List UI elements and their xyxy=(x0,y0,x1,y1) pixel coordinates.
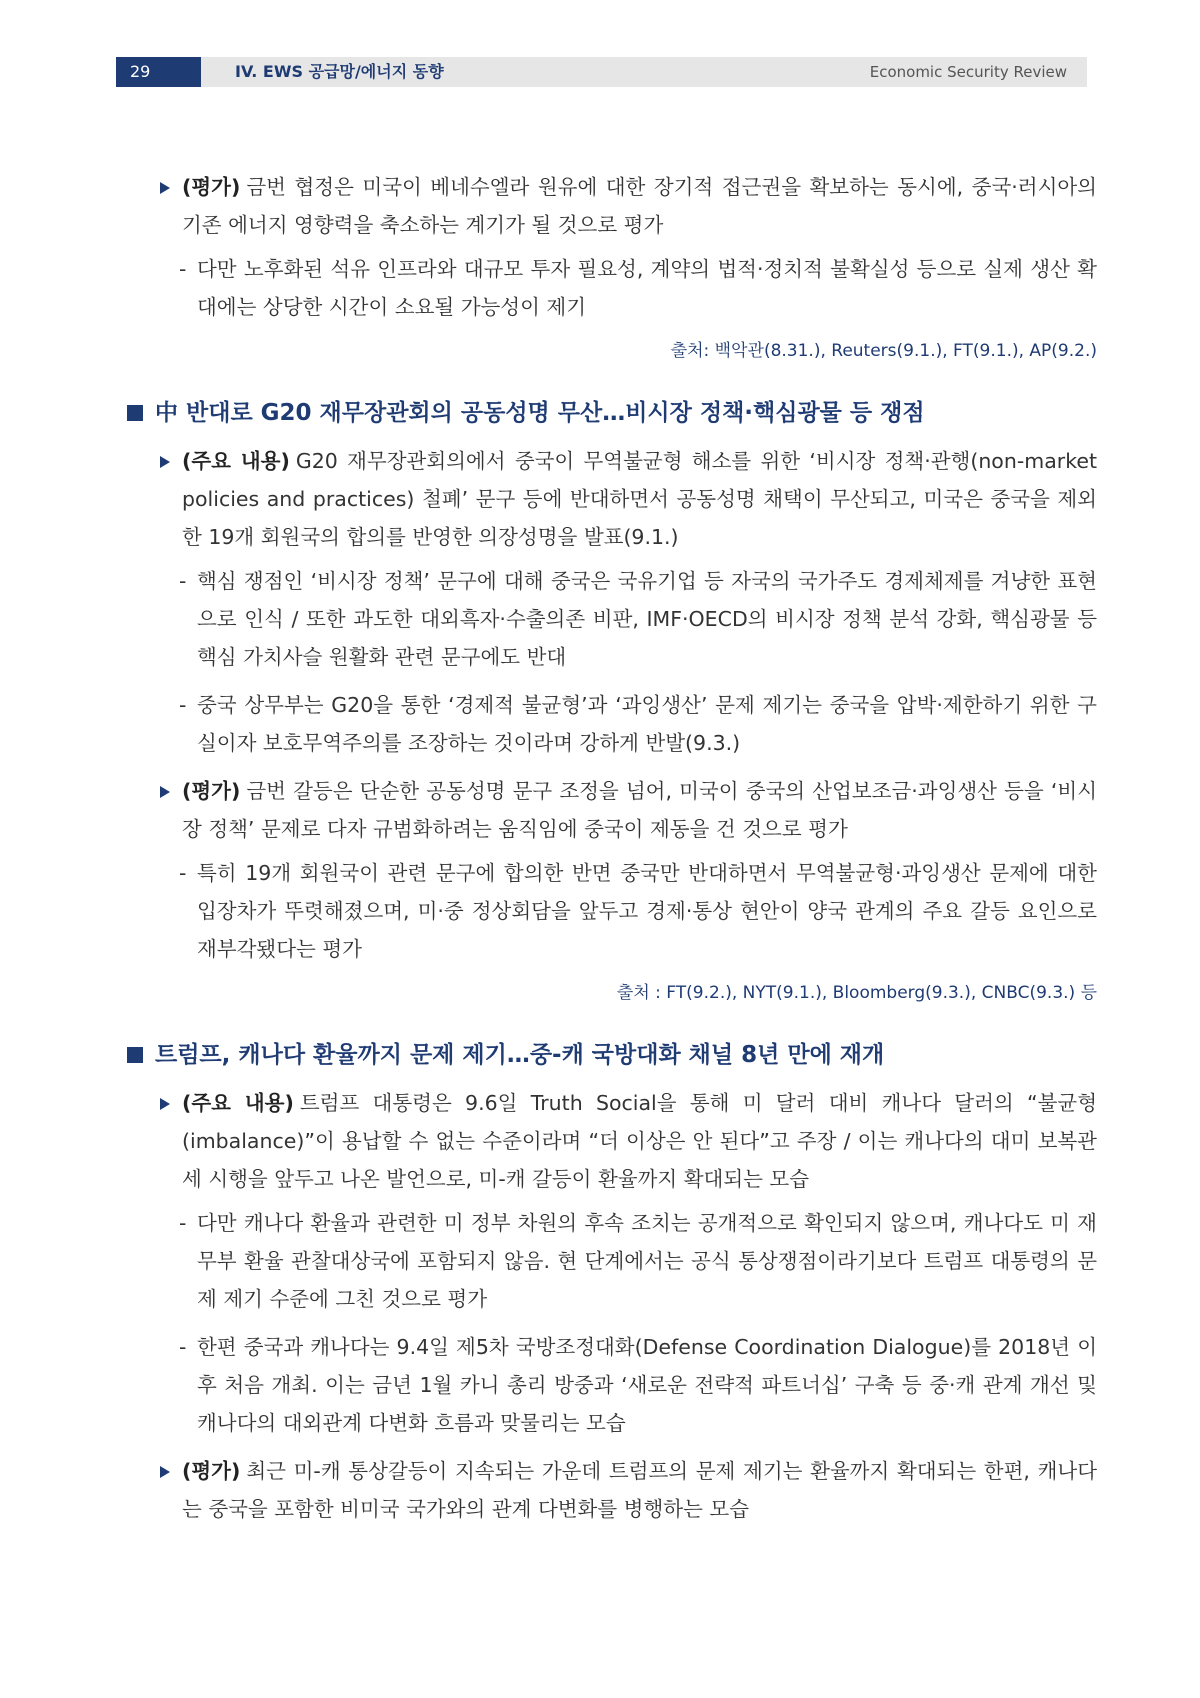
sub-item xyxy=(127,1328,1097,1442)
bullet-text: 금번 갈등은 단순한 공동성명 문구 조정을 넘어, 미국이 중국의 산업보조금·과잉생산 등을 ‘비시장 정책’ 문제로 다자 규범화하려는 움직임에 중국이 제동을 건 것으로 평가 xyxy=(182,779,1097,841)
bullet-main-content xyxy=(127,1084,1097,1198)
chapter-title: IV. EWS 공급망/에너지 동향 xyxy=(235,62,444,81)
section-heading xyxy=(127,396,1097,430)
sub-item-text: 중국 상무부는 G20을 통한 ‘경제적 불균형’과 ‘과잉생산’ 문제 제기는 중국을 압박·제한하기 위한 구실이자 보호무역주의를 조장하는 것이라며 강하게 반발(9.3.) xyxy=(197,693,1097,755)
sub-item-text: 핵심 쟁점인 ‘비시장 정책’ 문구에 대해 중국은 국유기업 등 자국의 국가주도 경제체제를 겨냥한 표현으로 인식 / 또한 과도한 대외흑자·수출의존 비판, IMF·OECD의 비시장 정책 분석 강화, 핵심광물 등 핵심 가치사슬 원활화 관련 문구에도 반대 xyxy=(197,569,1097,669)
page-body xyxy=(127,160,1097,1534)
dash-marker: - xyxy=(179,257,187,281)
bullet-evaluation xyxy=(127,1452,1097,1528)
sub-item xyxy=(127,562,1097,676)
bullet-text: 최근 미-캐 통상갈등이 지속되는 가운데 트럼프의 문제 제기는 환율까지 확대되는 한편, 캐나다는 중국을 포함한 비미국 국가와의 관계 다변화를 병행하는 모습 xyxy=(182,1459,1097,1521)
section-heading xyxy=(127,1038,1097,1072)
sub-item xyxy=(127,250,1097,326)
bullet-tag: (주요 내용) xyxy=(182,449,290,473)
bullet-tag: (평가) xyxy=(182,1459,241,1483)
page-header xyxy=(116,57,1087,87)
square-bullet-icon xyxy=(127,405,143,421)
sub-item-text: 특히 19개 회원국이 관련 문구에 합의한 반면 중국만 반대하면서 무역불균형·과잉생산 문제에 대한 입장차가 뚜렷해졌으며, 미·중 정상회담을 앞두고 경제·통상 현안이 양국 관계의 주요 갈등 요인으로 재부각됐다는 평가 xyxy=(197,861,1097,961)
dash-marker: - xyxy=(179,693,187,717)
bullet-text: 트럼프 대통령은 9.6일 Truth Social을 통해 미 달러 대비 캐나다 달러의 “불균형(imbalance)”이 용납할 수 없는 수준이라며 “더 이상은 안 된다”고 주장 / 이는 캐나다의 대미 보복관세 시행을 앞두고 나온 발언으로, 미-캐 갈등이 환율까지 확대되는 모습 xyxy=(182,1091,1097,1191)
triangle-bullet-icon xyxy=(160,1098,170,1110)
section-heading-text: 트럼프, 캐나다 환율까지 문제 제기…중-캐 국방대화 채널 8년 만에 재개 xyxy=(155,1042,885,1068)
dash-marker: - xyxy=(179,1335,187,1359)
section-heading-text: 中 반대로 G20 재무장관회의 공동성명 무산…비시장 정책·핵심광물 등 쟁점 xyxy=(155,400,925,426)
sub-item xyxy=(127,854,1097,968)
sub-item-text: 다만 캐나다 환율과 관련한 미 정부 차원의 후속 조치는 공개적으로 확인되지 않으며, 캐나다도 미 재무부 환율 관찰대상국에 포함되지 않음. 현 단계에서는 공식 통상쟁점이라기보다 트럼프 대통령의 문제 제기 수준에 그친 것으로 평가 xyxy=(197,1211,1097,1311)
page-number: 29 xyxy=(116,57,201,87)
dash-marker: - xyxy=(179,861,187,885)
triangle-bullet-icon xyxy=(160,1466,170,1478)
bullet-text: G20 재무장관회의에서 중국이 무역불균형 해소를 위한 ‘비시장 정책·관행(non-market policies and practices) 철폐’ 문구 등에 반대하면서 공동성명 채택이 무산되고, 미국은 중국을 제외한 19개 회원국의 합의를 반영한 의장성명을 발표(9.1.) xyxy=(182,449,1097,549)
triangle-bullet-icon xyxy=(160,456,170,468)
sub-item-text: 한편 중국과 캐나다는 9.4일 제5차 국방조정대화(Defense Coordination Dialogue)를 2018년 이후 처음 개최. 이는 금년 1월 카니 총리 방중과 ‘새로운 전략적 파트너십’ 구축 등 중·캐 관계 개선 및 캐나다의 대외관계 다변화 흐름과 맞물리는 모습 xyxy=(197,1335,1097,1435)
journal-title: Economic Security Review xyxy=(869,63,1067,81)
bullet-text: 금번 협정은 미국이 베네수엘라 원유에 대한 장기적 접근권을 확보하는 동시에, 중국·러시아의 기존 에너지 영향력을 축소하는 계기가 될 것으로 평가 xyxy=(182,175,1097,237)
dash-marker: - xyxy=(179,1211,187,1235)
sub-item xyxy=(127,1204,1097,1318)
bullet-evaluation xyxy=(127,772,1097,848)
sub-item xyxy=(127,686,1097,762)
bullet-tag: (평가) xyxy=(182,175,241,199)
source-citation: 출처 : FT(9.2.), NYT(9.1.), Bloomberg(9.3.), CNBC(9.3.) 등 xyxy=(616,983,1097,1003)
triangle-bullet-icon xyxy=(160,182,170,194)
bullet-tag: (주요 내용) xyxy=(182,1091,294,1115)
dash-marker: - xyxy=(179,569,187,593)
triangle-bullet-icon xyxy=(160,786,170,798)
bullet-evaluation xyxy=(127,168,1097,244)
square-bullet-icon xyxy=(127,1047,143,1063)
sub-item-text: 다만 노후화된 석유 인프라와 대규모 투자 필요성, 계약의 법적·정치적 불확실성 등으로 실제 생산 확대에는 상당한 시간이 소요될 가능성이 제기 xyxy=(197,257,1097,319)
bullet-main-content xyxy=(127,442,1097,556)
source-citation: 출처: 백악관(8.31.), Reuters(9.1.), FT(9.1.), AP(9.2.) xyxy=(670,341,1097,361)
bullet-tag: (평가) xyxy=(182,779,241,803)
